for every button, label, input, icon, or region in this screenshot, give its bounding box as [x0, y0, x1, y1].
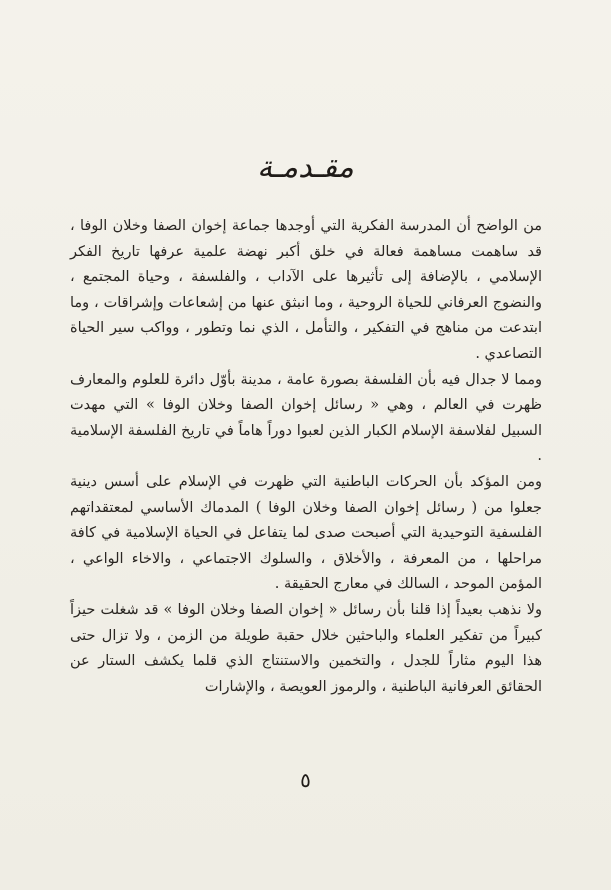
body-text [70, 214, 542, 700]
paragraph-4: ولا نذهب بعيداً إذا قلنا بأن رسائل « إخوان الصفا وخلان الوفا » قد شغلت حيزاً كبيراً من تفكير العلماء والباحثين خلال حقبة طويلة من الزمن ، ولا تزال حتى هذا اليوم مثاراً للجدل ، والتخمين والاستنتاج الذي قلما يكشف الستار عن الحقائق العرفانية الباطنية ، والرموز العويصة ، والإشارات [70, 601, 542, 695]
paragraph-3: ومن المؤكد بأن الحركات الباطنية التي ظهرت في الإسلام على أسس دينية جعلوا من ( رسائل إخوان الصفا وخلان الوفا ) المدماك الأساسي لمعتقداتهم الفلسفية التوحيدية التي أصبحت صدى لما يتفاعل في الحياة الإسلامية في كافة مراحلها ، من المعرفة ، والأخلاق ، والسلوك الاجتماعي ، والاخاء الواعي ، المؤمن الموحد ، السالك في معارج الحقيقة . [70, 473, 542, 593]
page-title: مقـدمـة [257, 150, 354, 185]
paragraph-1: من الواضح أن المدرسة الفكرية التي أوجدها جماعة إخوان الصفا وخلان الوفا ، قد ساهمت مساهمة فعالة في خلق أكبر نهضة علمية عرفها تاريخ الفكر الإسلامي ، بالإضافة إلى تأثيرها على الآداب ، والفلسفة ، وحياة المجتمع ، والنضوج العرفاني للحياة الروحية ، وما انبثق عنها من إشعاعات وإشراقات ، وما ابتدعت من مناهج في التفكير ، والتأمل ، الذي نما وتطور ، وواكب سير الحياة التصاعدي . [70, 218, 542, 362]
paragraph-2: ومما لا جدال فيه بأن الفلسفة بصورة عامة ، مدينة بأوّل دائرة للعلوم والمعارف ظهرت في العالم ، وهي « رسائل إخوان الصفا وخلان الوفا » التي مهدت السبيل لفلاسفة الإسلام الكبار الذين لعبوا دوراً هاماً في تاريخ الفلسفة الإسلامية . [70, 371, 542, 465]
page-number: ٥ [300, 768, 311, 792]
